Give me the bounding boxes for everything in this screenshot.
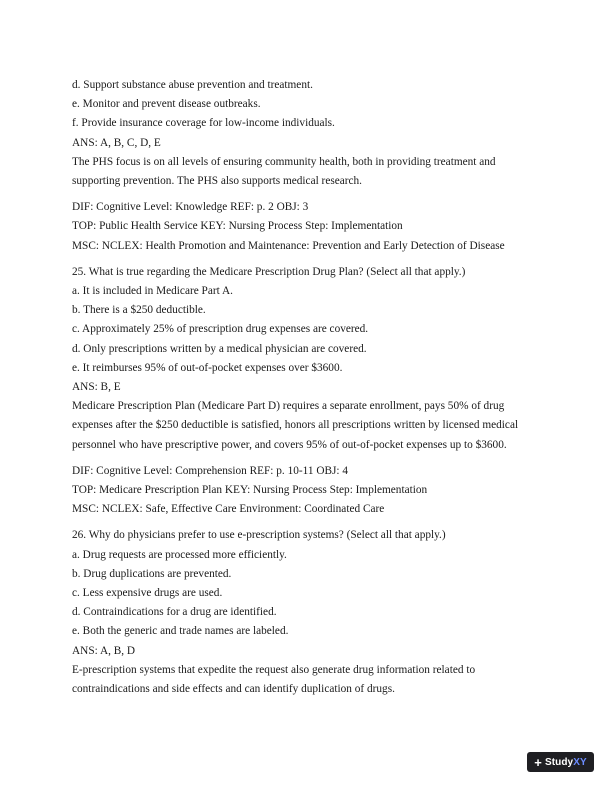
metadata-block-24 <box>72 198 542 256</box>
studyxy-badge[interactable] <box>527 752 594 772</box>
plus-icon: + <box>534 754 542 770</box>
rationale-line: The PHS focus is on all levels of ensuring community health, both in providing treatment and <box>72 155 496 168</box>
option-c: c. Approximately 25% of prescription drug expenses are covered. <box>72 323 369 336</box>
option-e: e. It reimburses 95% of out-of-pocket expenses over $3600. <box>72 361 343 374</box>
badge-text-main: Study <box>544 756 574 768</box>
msc-line: MSC: NCLEX: Safe, Effective Care Environment: Coordinated Care <box>72 503 385 516</box>
dif-line: DIF: Cognitive Level: Comprehension REF: p. 10-11 OBJ: 4 <box>72 464 349 477</box>
question-stem: 26. Why do physicians prefer to use e-prescription systems? (Select all that apply.) <box>72 529 446 542</box>
top-line: TOP: Medicare Prescription Plan KEY: Nursing Process Step: Implementation <box>72 484 428 497</box>
option-b: b. There is a $250 deductible. <box>72 304 206 317</box>
rationale-line: expenses after the $250 deductible is satisfied, honors all prescriptions written by licensed medical <box>72 419 519 432</box>
rationale-line: E-prescription systems that expedite the request also generate drug information related to <box>72 663 476 676</box>
option-d: d. Contraindications for a drug are identified. <box>72 606 277 619</box>
option-e: e. Both the generic and trade names are labeled. <box>72 625 289 638</box>
question-25 <box>72 263 542 455</box>
option-e: e. Monitor and prevent disease outbreaks. <box>72 98 261 111</box>
option-d: d. Only prescriptions written by a medical physician are covered. <box>72 342 367 355</box>
option-d: d. Support substance abuse prevention and treatment. <box>72 79 313 91</box>
top-line: TOP: Public Health Service KEY: Nursing Process Step: Implementation <box>72 220 403 233</box>
rationale-line: Medicare Prescription Plan (Medicare Part D) requires a separate enrollment, pays 50% of drug <box>72 400 505 413</box>
rationale-line: personnel who have prescriptive power, and covers 95% of out-of-pocket expenses up to $3600. <box>72 438 507 451</box>
metadata-block-25 <box>72 462 542 520</box>
answer-line: ANS: A, B, D <box>72 644 136 657</box>
badge-text-accent: XY <box>573 756 587 768</box>
option-a: a. Drug requests are processed more efficiently. <box>72 548 287 561</box>
answer-line: ANS: A, B, C, D, E <box>72 136 161 149</box>
page-content <box>72 76 542 699</box>
option-f: f. Provide insurance coverage for low-income individuals. <box>72 117 335 130</box>
option-a: a. It is included in Medicare Part A. <box>72 285 233 298</box>
option-c: c. Less expensive drugs are used. <box>72 587 223 600</box>
answer-block-24 <box>72 76 542 191</box>
msc-line: MSC: NCLEX: Health Promotion and Maintenance: Prevention and Early Detection of Disease <box>72 239 505 252</box>
option-b: b. Drug duplications are prevented. <box>72 567 232 580</box>
answer-line: ANS: B, E <box>72 381 121 394</box>
question-26 <box>72 526 542 699</box>
question-stem: 25. What is true regarding the Medicare Prescription Drug Plan? (Select all that apply.) <box>72 265 466 278</box>
dif-line: DIF: Cognitive Level: Knowledge REF: p. 2 OBJ: 3 <box>72 201 309 214</box>
rationale-line: contraindications and side effects and can identify duplication of drugs. <box>72 683 395 696</box>
rationale-line: supporting prevention. The PHS also supports medical research. <box>72 175 363 188</box>
